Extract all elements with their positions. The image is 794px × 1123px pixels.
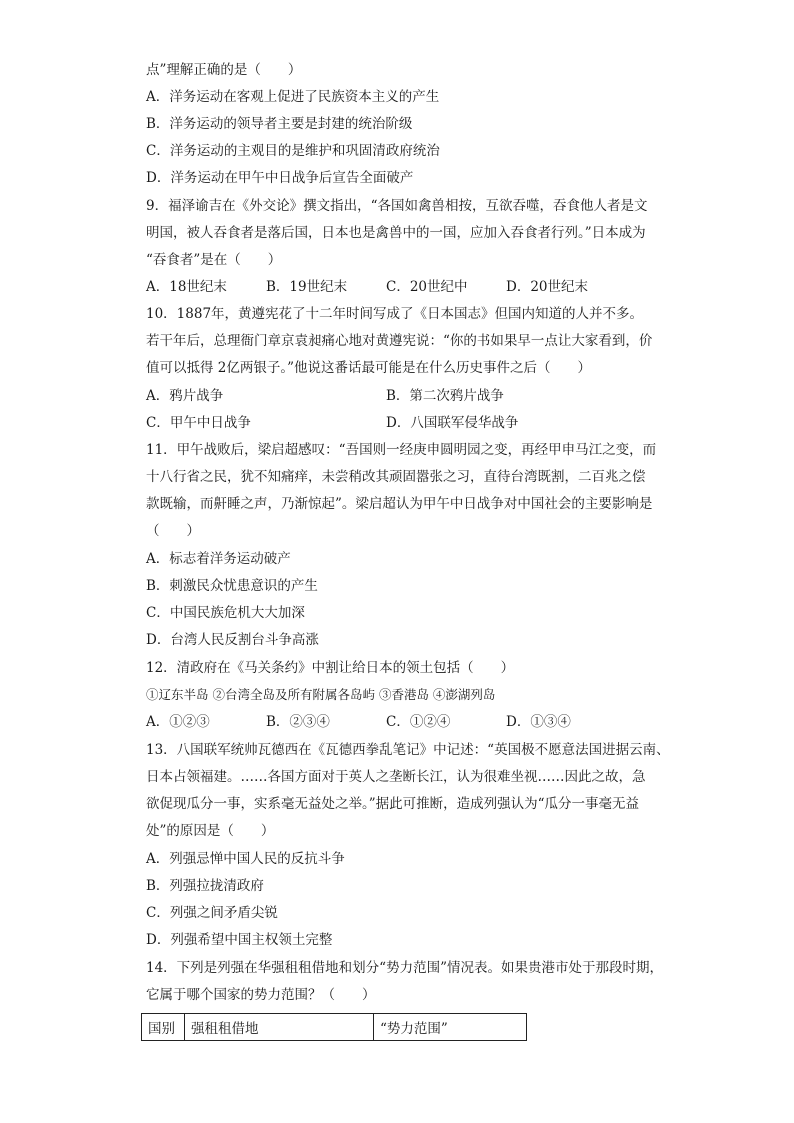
q14-table-header-row	[142, 1014, 527, 1041]
q9-stem-line-2: 明国，被人吞食者是落后国，日本也是禽兽中的一国，应加入吞食者行列。”日本成为	[146, 225, 646, 241]
q9-stem-line-1: 9．福泽谕吉在《外交论》撰文指出，“各国如禽兽相按，互欲吞噬，吞食他人者是文	[146, 198, 648, 214]
q12-option-d: D．①③④	[506, 714, 571, 730]
q12-stem: 12．清政府在《马关条约》中割让给日本的领土包括（ ）	[146, 660, 515, 676]
q10-stem-line-2: 若干年后，总理衙门章京袁昶痛心地对黄遵宪说：“你的书如果早一点让大家看到，价	[146, 333, 653, 349]
q8-option-a: A．洋务运动在客观上促进了民族资本主义的产生	[146, 89, 440, 105]
q12-option-c: C．①②④	[386, 714, 451, 730]
q10-option-b: B．第二次鸦片战争	[386, 388, 504, 404]
q12-option-a: A．①②③	[146, 714, 210, 730]
q13-option-c: C．列强之间矛盾尖锐	[146, 905, 278, 921]
q10-stem-line-1: 10．1887年，黄遵宪花了十二年时间写成了《日本国志》但国内知道的人并不多。	[146, 306, 644, 322]
q11-option-a: A．标志着洋务运动破产	[146, 551, 291, 567]
q9-option-c: C．20世纪中	[386, 279, 468, 295]
q9-option-d: D．20世纪末	[506, 279, 589, 295]
q8-stem-tail: 点”理解正确的是（ ）	[146, 62, 302, 78]
q10-option-a: A．鸦片战争	[146, 388, 224, 404]
q14-table	[141, 1013, 527, 1041]
q14-header-sphere-of-influence: “势力范围”	[374, 1014, 527, 1041]
q14-header-country: 国别	[142, 1014, 185, 1041]
q13-stem-line-4: 处”的原因是（ ）	[146, 823, 275, 839]
q11-stem-line-1: 11．甲午战败后，梁启超感叹：“吾国则一经庚申圆明园之变，再经甲申马江之变，而	[146, 442, 657, 458]
q14-header-leased-territory: 强租租借地	[185, 1014, 374, 1041]
q10-option-c: C．甲午中日战争	[146, 415, 251, 431]
q13-option-d: D．列强希望中国主权领土完整	[146, 932, 333, 948]
q11-stem-line-4: （ ）	[146, 523, 200, 539]
q9-option-a: A．18世纪末	[146, 279, 227, 295]
q13-option-a: A．列强忌惮中国人民的反抗斗争	[146, 851, 345, 867]
q13-stem-line-1: 13．八国联军统帅瓦德西在《瓦德西拳乱笔记》中记述：“英国极不愿意法国进据云南、	[146, 742, 670, 758]
q12-items: ①辽东半岛 ②台湾全岛及所有附属各岛屿 ③香港岛 ④澎湖列岛	[146, 687, 496, 702]
q8-option-c: C．洋务运动的主观目的是维护和巩固清政府统治	[146, 143, 440, 159]
q8-option-b: B．洋务运动的领导者主要是封建的统治阶级	[146, 116, 413, 132]
q12-option-b: B．②③④	[266, 714, 330, 730]
q11-stem-line-3: 款既输，而鼾睡之声，乃渐惊起”。梁启超认为甲午中日战争对中国社会的主要影响是	[146, 496, 653, 512]
q11-stem-line-2: 十八行省之民，犹不知痛痒，未尝稍改其顽固嚣张之习，直待台湾既割，二百兆之偿	[146, 469, 646, 485]
q11-option-c: C．中国民族危机大大加深	[146, 605, 305, 621]
q9-stem-line-3: “吞食者”是在（ ）	[146, 252, 282, 268]
q13-option-b: B．列强拉拢清政府	[146, 878, 264, 894]
q13-stem-line-3: 欲促现瓜分一事，实系毫无益处之举。”据此可推断，造成列强认为“瓜分一事毫无益	[146, 796, 640, 812]
q14-stem-line-2: 它属于哪个国家的势力范围？（ ）	[146, 987, 376, 1003]
q10-option-d: D．八国联军侵华战争	[386, 415, 519, 431]
q11-option-d: D．台湾人民反割台斗争高涨	[146, 632, 319, 648]
q11-option-b: B．刺激民众忧患意识的产生	[146, 578, 318, 594]
q13-stem-line-2: 日本占领福建。……各国方面对于英人之垄断长江，认为很难坐视……因此之故，急	[146, 769, 646, 785]
q10-stem-line-3: 值可以抵得 2亿两银子。”他说这番话最可能是在什么历史事件之后（ ）	[146, 360, 592, 376]
q9-option-b: B．19世纪末	[266, 279, 348, 295]
q14-stem-line-1: 14．下列是列强在华强租租借地和划分“势力范围”情况表。如果贵港市处于那段时期，	[146, 960, 663, 976]
q8-option-d: D．洋务运动在甲午中日战争后宣告全面破产	[146, 170, 414, 186]
